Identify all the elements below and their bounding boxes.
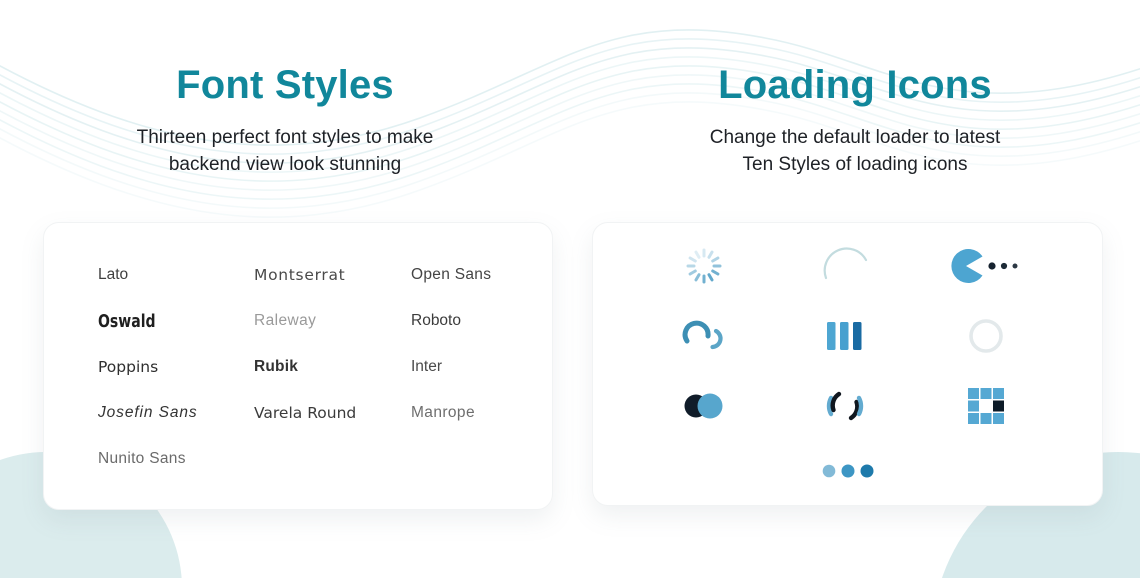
loader-cell xyxy=(774,301,915,371)
font-styles-subtitle-line1: Thirteen perfect font styles to make xyxy=(136,127,434,148)
three-bars-loader-icon xyxy=(827,319,863,353)
overlapping-balls-loader-icon xyxy=(682,392,726,420)
loader-cell xyxy=(774,371,915,441)
font-name-montserrat: Montserrat xyxy=(254,266,346,284)
font-styles-section xyxy=(0,0,570,178)
font-name-lato: Lato xyxy=(98,266,129,283)
font-styles-subtitle-line2: backend view look stunning xyxy=(168,154,402,175)
loader-cell xyxy=(915,231,1056,301)
broken-ring-spinner-icon xyxy=(822,383,868,429)
font-name-inter: Inter xyxy=(411,358,443,375)
font-name-oswald xyxy=(98,298,254,344)
loading-icons-subtitle-line1: Change the default loader to latest xyxy=(709,127,1001,148)
font-name-roboto: Roboto xyxy=(411,312,461,329)
font-name-poppins: Poppins xyxy=(98,358,159,376)
loading-icons-subtitle xyxy=(570,124,1140,178)
loader-footer xyxy=(593,463,1102,479)
font-name-rubik: Rubik xyxy=(254,358,299,375)
font-name-open-sans: Open Sans xyxy=(411,266,492,283)
font-list xyxy=(44,223,552,482)
square-grid-loader-icon xyxy=(968,388,1004,424)
loading-icons-subtitle-line2: Ten Styles of loading icons xyxy=(742,154,968,175)
loader-cell xyxy=(915,371,1056,441)
thin-arc-spinner-icon xyxy=(817,238,873,294)
font-styles-subtitle xyxy=(0,124,570,178)
font-name-josefin-sans: Josefin Sans xyxy=(98,404,198,421)
font-name-nunito-sans: Nunito Sans xyxy=(98,450,186,467)
circle-dashes-spinner-icon xyxy=(684,246,724,286)
loader-list xyxy=(593,223,1102,441)
ring-loader-icon xyxy=(966,316,1006,356)
loading-icons-section xyxy=(570,0,1140,178)
loader-cell xyxy=(633,231,774,301)
font-name-oswald-label: Oswald xyxy=(98,310,156,332)
loader-cell xyxy=(915,301,1056,371)
loading-icons-card xyxy=(592,222,1103,506)
pacman-loader-icon xyxy=(947,246,1025,286)
font-name-manrope: Manrope xyxy=(411,404,475,421)
loader-cell xyxy=(633,301,774,371)
font-styles-title: Font Styles xyxy=(176,63,394,107)
font-styles-card xyxy=(43,222,553,510)
font-name-raleway: Raleway xyxy=(254,312,317,329)
three-dots-loader-icon xyxy=(821,463,875,479)
font-name-varela-round: Varela Round xyxy=(254,404,357,422)
loader-cell xyxy=(633,371,774,441)
loading-icons-title: Loading Icons xyxy=(718,63,992,107)
loader-cell xyxy=(774,231,915,301)
dual-crescent-spinner-icon xyxy=(681,316,727,356)
